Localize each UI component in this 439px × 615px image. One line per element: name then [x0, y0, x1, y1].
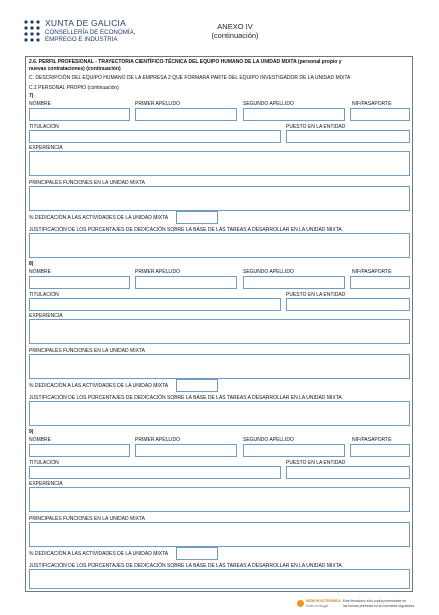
puesto-field[interactable]	[286, 130, 410, 143]
segundo-apellido-label: SEGUNDO APELLIDO	[243, 269, 294, 275]
section-title-line-2: nuevas contrataciones) (continuación)	[29, 66, 121, 72]
department-line-1: CONSELLERÍA DE ECONOMÍA,	[45, 29, 136, 36]
funciones-label: PRINCIPALES FUNCIONES EN LA UNIDAD MIXTA	[29, 180, 145, 186]
footer-note-line-1: Este formulario sólo podrá presentarse en	[343, 599, 407, 603]
segundo-apellido-field[interactable]	[243, 276, 345, 289]
segundo-apellido-field[interactable]	[243, 108, 345, 121]
primer-apellido-label: PRIMER APELLIDO	[135, 101, 181, 107]
titulacion-label: TITULACIÓN	[29, 124, 59, 130]
experiencia-label: EXPERIENCIA	[29, 313, 63, 319]
subsection-title: C.1 PERSONAL PROPIO (continuación)	[29, 85, 119, 91]
nombre-field[interactable]	[29, 444, 130, 457]
puesto-field[interactable]	[286, 298, 410, 311]
puesto-field[interactable]	[286, 466, 410, 479]
nombre-field[interactable]	[29, 276, 130, 289]
xunta-logo-icon	[22, 18, 42, 46]
nombre-label: NOMBRE	[29, 269, 51, 275]
puesto-label: PUESTO EN LA ENTIDAD	[286, 124, 346, 130]
funciones-field[interactable]	[29, 522, 410, 547]
footer-note-line-2: las formas previstas en la normativa reguladora	[343, 604, 415, 608]
nif-label: NIF/PASAPORTE	[352, 269, 392, 275]
nif-field[interactable]	[350, 276, 410, 289]
experiencia-label: EXPERIENCIA	[29, 145, 63, 151]
department-line-2: EMPREGO E INDUSTRIA	[45, 36, 118, 43]
seal-line-2: sede.xunta.gal	[306, 604, 329, 608]
person-number: 9)	[29, 429, 34, 435]
puesto-label: PUESTO EN LA ENTIDAD	[286, 292, 346, 298]
section-title-line-1: 2.6. PERFIL PROFESIONAL - TRAYECTORIA CIENTÍFICO-TÉCNICA DEL EQUIPO HUMANO DE LA UNIDAD MIXTA (personal propio y	[29, 59, 342, 65]
segundo-apellido-label: SEGUNDO APELLIDO	[243, 101, 294, 107]
primer-apellido-field[interactable]	[135, 276, 237, 289]
nombre-label: NOMBRE	[29, 437, 51, 443]
dedicacion-label: % DEDICACIÓN A LAS ACTIVIDADES DE LA UNIDAD MIXTA	[29, 215, 169, 221]
segundo-apellido-label: SEGUNDO APELLIDO	[243, 437, 294, 443]
justificacion-label: JUSTIFICACIÓN DE LOS PORCENTAJES DE DEDICACIÓN SOBRE LA BASE DE LAS TAREAS A DESARROLLAR EN LA UNIDAD MIXTA	[29, 563, 342, 569]
dedicacion-field[interactable]	[176, 211, 218, 224]
annex-subtitle: (continuación)	[211, 31, 259, 40]
primer-apellido-label: PRIMER APELLIDO	[135, 269, 181, 275]
funciones-field[interactable]	[29, 354, 410, 379]
nif-field[interactable]	[350, 108, 410, 121]
justificacion-field[interactable]	[29, 569, 410, 589]
seal-line-1: SEDE ELECTRÓNICA	[306, 599, 341, 603]
dedicacion-field[interactable]	[176, 547, 218, 560]
footer-stamp	[297, 598, 415, 610]
primer-apellido-field[interactable]	[135, 444, 237, 457]
dedicacion-label: % DEDICACIÓN A LAS ACTIVIDADES DE LA UNIDAD MIXTA	[29, 383, 169, 389]
segundo-apellido-field[interactable]	[243, 444, 345, 457]
titulacion-field[interactable]	[29, 130, 281, 143]
funciones-field[interactable]	[29, 186, 410, 211]
titulacion-field[interactable]	[29, 466, 281, 479]
org-name: XUNTA DE GALICIA	[45, 18, 126, 28]
sede-seal-icon	[297, 600, 304, 607]
person-number: 7)	[29, 93, 34, 99]
justificacion-label: JUSTIFICACIÓN DE LOS PORCENTAJES DE DEDICACIÓN SOBRE LA BASE DE LAS TAREAS A DESARROLLAR EN LA UNIDAD MIXTA	[29, 227, 342, 233]
justificacion-field[interactable]	[29, 401, 410, 426]
section-subtitle: C. DESCRIPCIÓN DEL EQUIPO HUMANO DE LA EMPRESA 2 QUE FORMARÁ PARTE DEL EQUIPO INVESTIGADOR DE LA UNIDAD MIXTA	[29, 75, 351, 81]
funciones-label: PRINCIPALES FUNCIONES EN LA UNIDAD MIXTA	[29, 516, 145, 522]
dedicacion-label: % DEDICACIÓN A LAS ACTIVIDADES DE LA UNIDAD MIXTA	[29, 551, 169, 557]
dedicacion-field[interactable]	[176, 379, 218, 392]
justificacion-field[interactable]	[29, 233, 410, 258]
justificacion-label: JUSTIFICACIÓN DE LOS PORCENTAJES DE DEDICACIÓN SOBRE LA BASE DE LAS TAREAS A DESARROLLAR EN LA UNIDAD MIXTA	[29, 395, 342, 401]
nif-field[interactable]	[350, 444, 410, 457]
person-number: 8)	[29, 261, 34, 267]
nif-label: NIF/PASAPORTE	[352, 437, 392, 443]
experiencia-field[interactable]	[29, 487, 410, 512]
page-header	[0, 0, 439, 56]
nif-label: NIF/PASAPORTE	[352, 101, 392, 107]
experiencia-field[interactable]	[29, 151, 410, 176]
nombre-field[interactable]	[29, 108, 130, 121]
primer-apellido-field[interactable]	[135, 108, 237, 121]
nombre-label: NOMBRE	[29, 101, 51, 107]
puesto-label: PUESTO EN LA ENTIDAD	[286, 460, 346, 466]
titulacion-field[interactable]	[29, 298, 281, 311]
experiencia-field[interactable]	[29, 319, 410, 344]
titulacion-label: TITULACIÓN	[29, 460, 59, 466]
experiencia-label: EXPERIENCIA	[29, 481, 63, 487]
annex-title: ANEXO IV	[217, 22, 253, 31]
primer-apellido-label: PRIMER APELLIDO	[135, 437, 181, 443]
titulacion-label: TITULACIÓN	[29, 292, 59, 298]
funciones-label: PRINCIPALES FUNCIONES EN LA UNIDAD MIXTA	[29, 348, 145, 354]
